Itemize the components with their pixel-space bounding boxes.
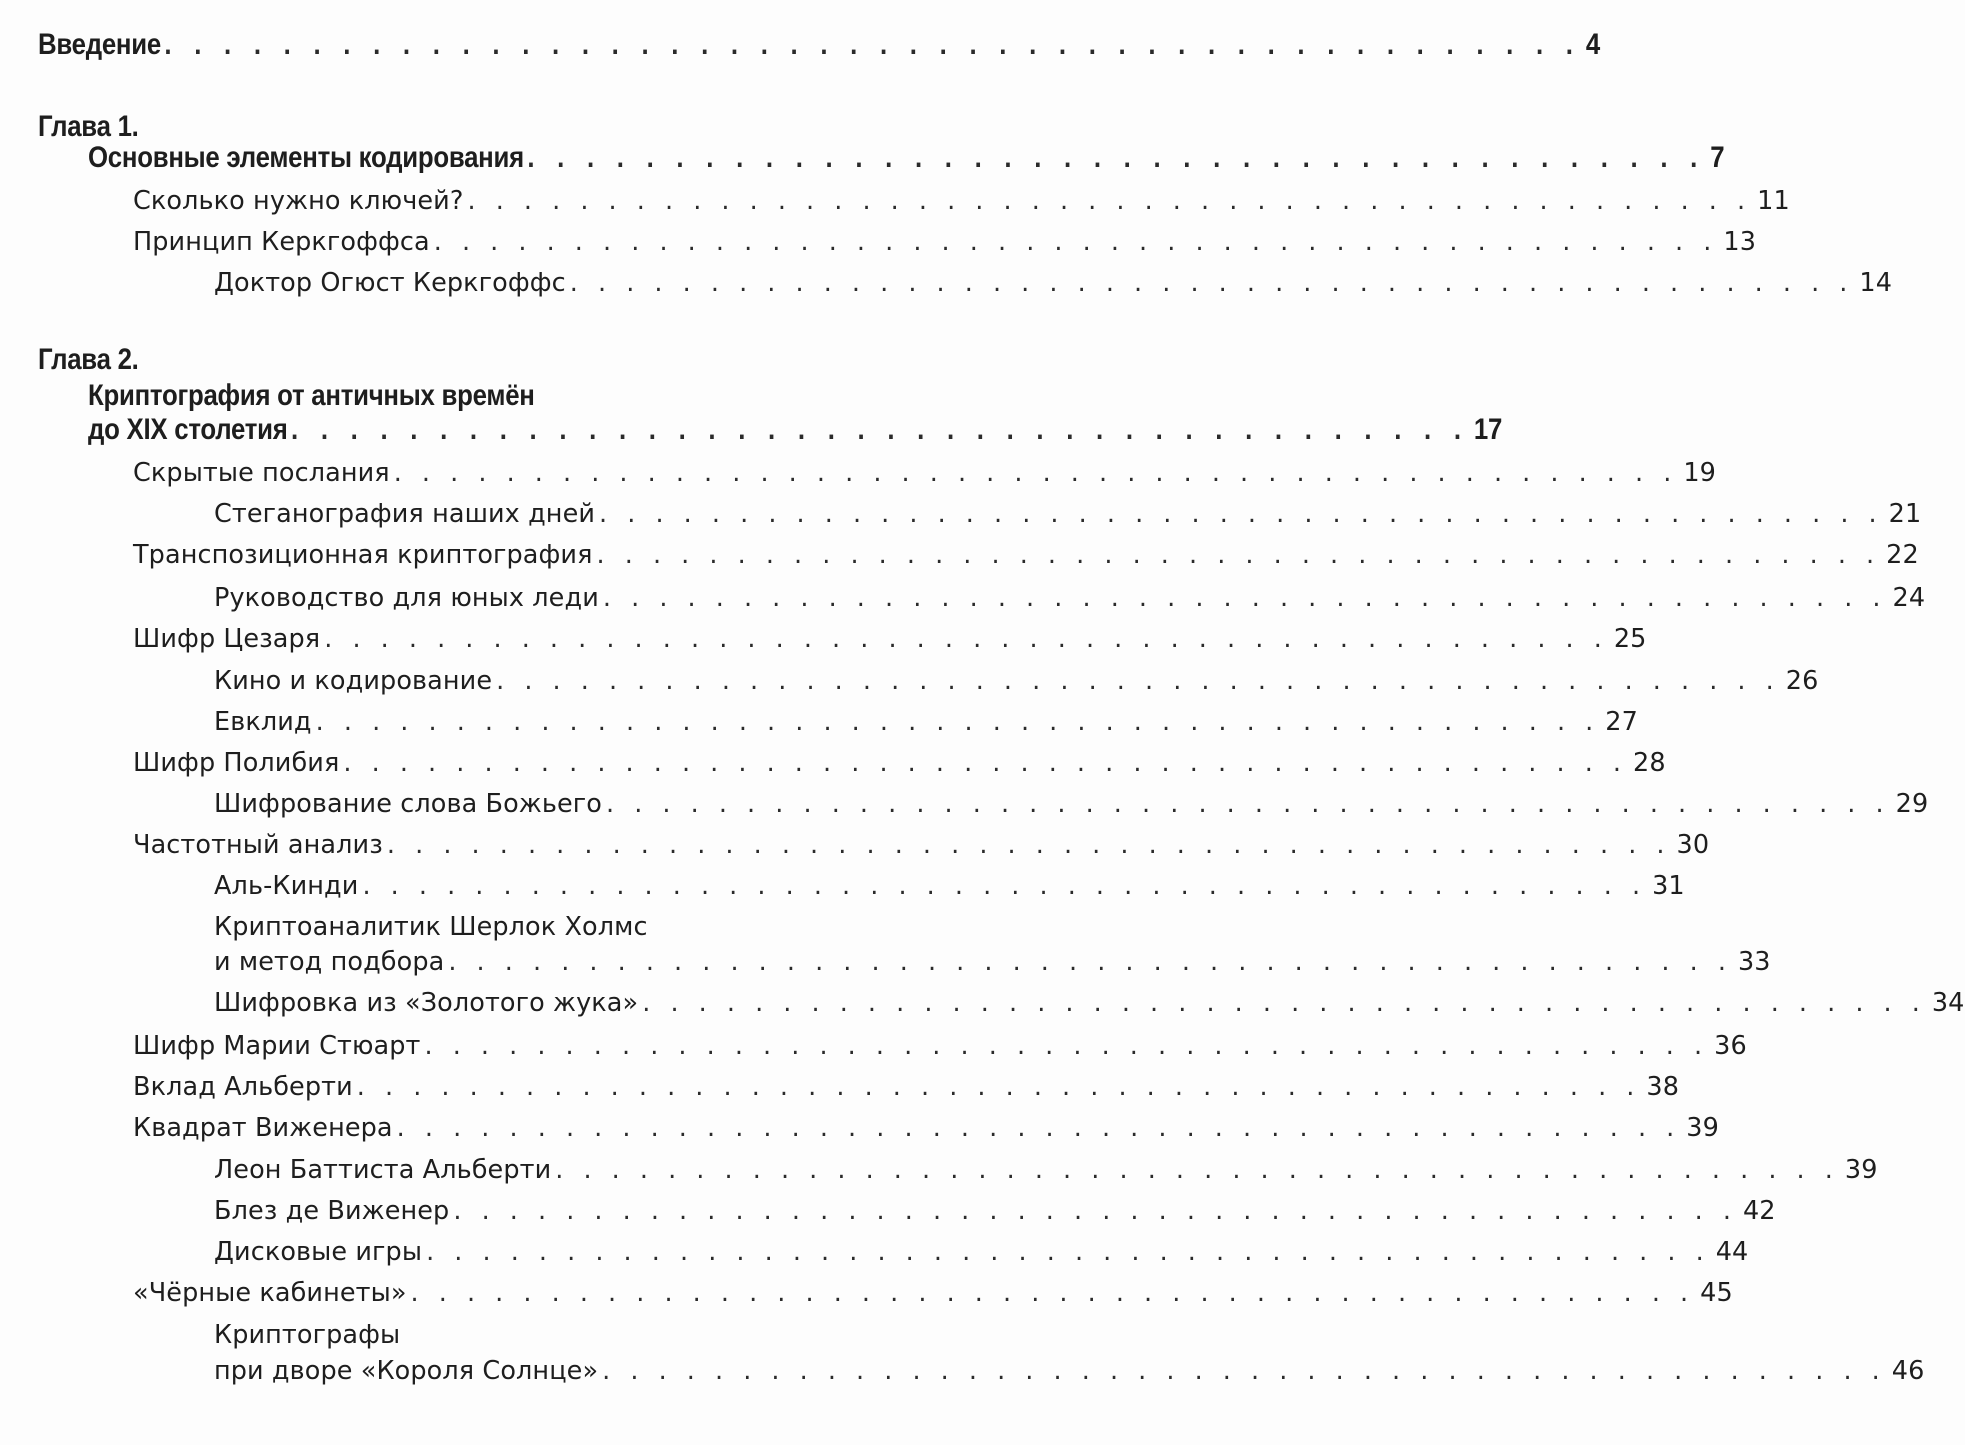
toc-entry[interactable]	[214, 707, 1638, 737]
entry-title: Принцип Керкгоффса	[133, 227, 430, 257]
entry-title: Шифр Цезаря	[133, 624, 321, 654]
toc-entry[interactable]	[133, 540, 1919, 570]
chapter-2-label: Глава 2.	[38, 343, 139, 376]
entry-title: Шифр Марии Стюарт	[133, 1031, 421, 1061]
toc-entry[interactable]	[214, 1356, 1925, 1386]
leader-dots: . . . . . . . . . . . . . . . . . . . . . . . . . . . . . . . . . . . . . . . .	[527, 141, 1706, 174]
leader-dots: . . . . . . . . . . . . . . . . . . . . . . . . . . . . . . . . . . . . . . . . . . . . . .	[410, 1278, 1695, 1308]
toc-entry[interactable]	[133, 227, 1757, 257]
leader-dots: . . . . . . . . . . . . . . . . . . . . . . . . . . . . . . . . . . . . . . . . . . . . . .	[396, 1113, 1681, 1143]
leader-dots: . . . . . . . . . . . . . . . . . . . . . . . . . . . . . . . . . . . . . . . . . . . . . .	[453, 1196, 1737, 1226]
chapter-2-title-line1: Криптография от античных времён	[88, 379, 535, 412]
toc-entry-title-line1: Криптоаналитик Шерлок Холмс	[214, 912, 648, 942]
entry-page: 24	[1892, 583, 1926, 613]
entry-page: 4	[1585, 28, 1600, 61]
entry-page: 34	[1931, 988, 1965, 1018]
entry-page: 45	[1700, 1278, 1733, 1308]
entry-title: Частотный анализ	[133, 830, 383, 860]
toc-entry-chapter-1[interactable]	[88, 141, 1725, 175]
entry-title: Скрытые послания	[133, 458, 390, 488]
entry-page: 14	[1859, 268, 1893, 298]
leader-dots: . . . . . . . . . . . . . . . . . . . . . . . . . . . . . . . . . . . . . . . . . . . . . .	[569, 268, 1854, 298]
leader-dots: . . . . . . . . . . . . . . . . . . . . . . . . . . . . . . . . . . . . . . . . . . . . . .	[448, 947, 1732, 977]
leader-dots: . . . . . . . . . . . . . . . . . . . . . . . . . . . . . . . . . . . . . . . . . . . . . .	[606, 789, 1890, 819]
leader-dots: . . . . . . . . . . . . . . . . . . . . . . . . . . . . . . . . . . . . . . . . . . . . . .	[642, 988, 1926, 1018]
entry-page: 46	[1891, 1356, 1925, 1386]
entry-title: Квадрат Виженера	[133, 1113, 393, 1143]
leader-dots: . . . . . . . . . . . . . . . . . . . . . . . . . . . . . . . . . . . . . . . . . . . . . .	[496, 666, 1780, 696]
entry-title: Сколько нужно ключей?	[133, 186, 464, 216]
toc-entry[interactable]	[214, 268, 1893, 298]
entry-page: 39	[1686, 1113, 1719, 1143]
entry-page: 22	[1886, 540, 1919, 570]
entry-page: 38	[1646, 1072, 1680, 1102]
leader-dots: . . . . . . . . . . . . . . . . . . . . . . . . . . . . . . . . . . . . . . . . . . . . . .	[324, 624, 1608, 654]
leader-dots: . . . . . . . . . . . . . . . . . . . . . . . . . . . . . . . . . . . . . . . . . . . . . .	[424, 1031, 1709, 1061]
entry-page: 25	[1613, 624, 1647, 654]
entry-title: Транспозиционная криптография	[133, 540, 593, 570]
toc-entry[interactable]	[133, 830, 1710, 860]
entry-title: Стеганография наших дней	[214, 499, 596, 529]
leader-dots: . . . . . . . . . . . . . . . . . . . . . . . . . . . . . . . . . . . . . . . . . . . . . .	[315, 707, 1600, 737]
leader-dots: . . . . . . . . . . . . . . . . . . . . . . . . . . . . . . . . . . . . . . . . . . . . . .	[602, 1356, 1886, 1386]
leader-dots: . . . . . . . . . . . . . . . . . . . . . . . . . . . . . . . . . . . . . . . . . . . . . .	[596, 540, 1881, 570]
entry-title: при дворе «Короля Солнце»	[214, 1356, 599, 1386]
toc-entry[interactable]	[133, 1113, 1719, 1143]
leader-dots: . . . . . . . . . . . . . . . . . . . . . . . . . . . . . . . . . . . . . . . . . . . . . .	[362, 871, 1647, 901]
toc-entry[interactable]	[214, 789, 1929, 819]
leader-dots: . . . . . . . . . . . . . . . . . . . . . . . . . . . . . . . . . . . . . . . . . . . . . .	[393, 458, 1678, 488]
toc-entry[interactable]	[214, 988, 1965, 1018]
toc-entry[interactable]	[214, 1237, 1749, 1267]
leader-dots: . . . . . . . . . . . . . . . . . . . . . . . . . . . . . . . . . . . . . . . . . . . . . .	[555, 1155, 1839, 1185]
entry-page: 26	[1785, 666, 1819, 696]
entry-title: Вклад Альберти	[133, 1072, 353, 1102]
toc-entry[interactable]	[133, 748, 1666, 778]
toc-entry-chapter-2[interactable]	[88, 413, 1503, 447]
entry-title: Блез де Виженер	[214, 1196, 450, 1226]
entry-title: Кино и кодирование	[214, 666, 493, 696]
leader-dots: . . . . . . . . . . . . . . . . . . . . . . . . . . . . . . . . . . . . . . . . . . . . . .	[602, 583, 1887, 613]
entry-page: 31	[1652, 871, 1685, 901]
toc-entry[interactable]	[133, 624, 1647, 654]
entry-title: Шифровка из «Золотого жука»	[214, 988, 639, 1018]
toc-entry[interactable]	[133, 186, 1790, 216]
leader-dots: . . . . . . . . . . . . . . . . . . . . . . . . . . . . . . . . . . . . . . . . . . . . . .	[426, 1237, 1710, 1267]
leader-dots: . . . . . . . . . . . . . . . . . . . . . . . . . . . . . . . . . . . . . . . . . . . . . .	[356, 1072, 1641, 1102]
entry-title: Доктор Огюст Керкгоффс	[214, 268, 566, 298]
toc-entry[interactable]	[133, 1031, 1747, 1061]
leader-dots: . . . . . . . . . . . . . . . . . . . . . . . . . . . . . . . . . . . . . . . . . . . . . .	[467, 186, 1752, 216]
entry-page: 44	[1715, 1237, 1749, 1267]
leader-dots: . . . . . . . . . . . . . . . . . . . . . . . . . . . . . . . . . . . . . . . . . . . . . . . .	[164, 28, 1581, 61]
entry-page: 28	[1633, 748, 1666, 778]
toc-entry-intro[interactable]	[38, 28, 1600, 62]
toc-entry[interactable]	[133, 1278, 1733, 1308]
entry-title: до XIX столетия	[88, 413, 288, 446]
leader-dots: . . . . . . . . . . . . . . . . . . . . . . . . . . . . . . . . . . . . . . . .	[291, 413, 1469, 446]
entry-page: 13	[1723, 227, 1757, 257]
toc-entry[interactable]	[214, 1196, 1776, 1226]
entry-page: 7	[1710, 141, 1725, 174]
entry-page: 33	[1737, 947, 1771, 977]
entry-page: 30	[1676, 830, 1710, 860]
leader-dots: . . . . . . . . . . . . . . . . . . . . . . . . . . . . . . . . . . . . . . . . . . . . . .	[343, 748, 1628, 778]
entry-title: Руководство для юных леди	[214, 583, 599, 613]
entry-title: «Чёрные кабинеты»	[133, 1278, 407, 1308]
entry-page: 39	[1844, 1155, 1878, 1185]
entry-page: 21	[1888, 499, 1922, 529]
leader-dots: . . . . . . . . . . . . . . . . . . . . . . . . . . . . . . . . . . . . . . . . . . . . . .	[386, 830, 1671, 860]
entry-page: 29	[1895, 789, 1929, 819]
leader-dots: . . . . . . . . . . . . . . . . . . . . . . . . . . . . . . . . . . . . . . . . . . . . . .	[599, 499, 1883, 529]
entry-title: Основные элементы кодирования	[88, 141, 524, 174]
toc-entry[interactable]	[214, 666, 1819, 696]
entry-page: 17	[1473, 413, 1503, 446]
entry-title: Дисковые игры	[214, 1237, 423, 1267]
entry-title: Евклид	[214, 707, 312, 737]
entry-title: Введение	[38, 28, 161, 61]
entry-page: 27	[1605, 707, 1638, 737]
entry-title: и метод подбора	[214, 947, 445, 977]
chapter-1-label: Глава 1.	[38, 110, 139, 143]
toc-entry[interactable]	[214, 871, 1685, 901]
toc-entry[interactable]	[133, 1072, 1680, 1102]
entry-page: 36	[1714, 1031, 1747, 1061]
toc-entry-title-line1: Криптографы	[214, 1320, 401, 1350]
entry-page: 11	[1757, 186, 1790, 216]
toc-entry[interactable]	[214, 583, 1926, 613]
entry-title: Аль-Кинди	[214, 871, 359, 901]
entry-title: Леон Баттиста Альберти	[214, 1155, 552, 1185]
toc-entry[interactable]	[133, 458, 1716, 488]
entry-title: Шифр Полибия	[133, 748, 340, 778]
entry-page: 19	[1683, 458, 1716, 488]
entry-title: Шифрование слова Божьего	[214, 789, 602, 819]
toc-entry[interactable]	[214, 947, 1771, 977]
toc-entry[interactable]	[214, 499, 1922, 529]
entry-page: 42	[1742, 1196, 1776, 1226]
leader-dots: . . . . . . . . . . . . . . . . . . . . . . . . . . . . . . . . . . . . . . . . . . . . . .	[433, 227, 1718, 257]
toc-entry[interactable]	[214, 1155, 1878, 1185]
